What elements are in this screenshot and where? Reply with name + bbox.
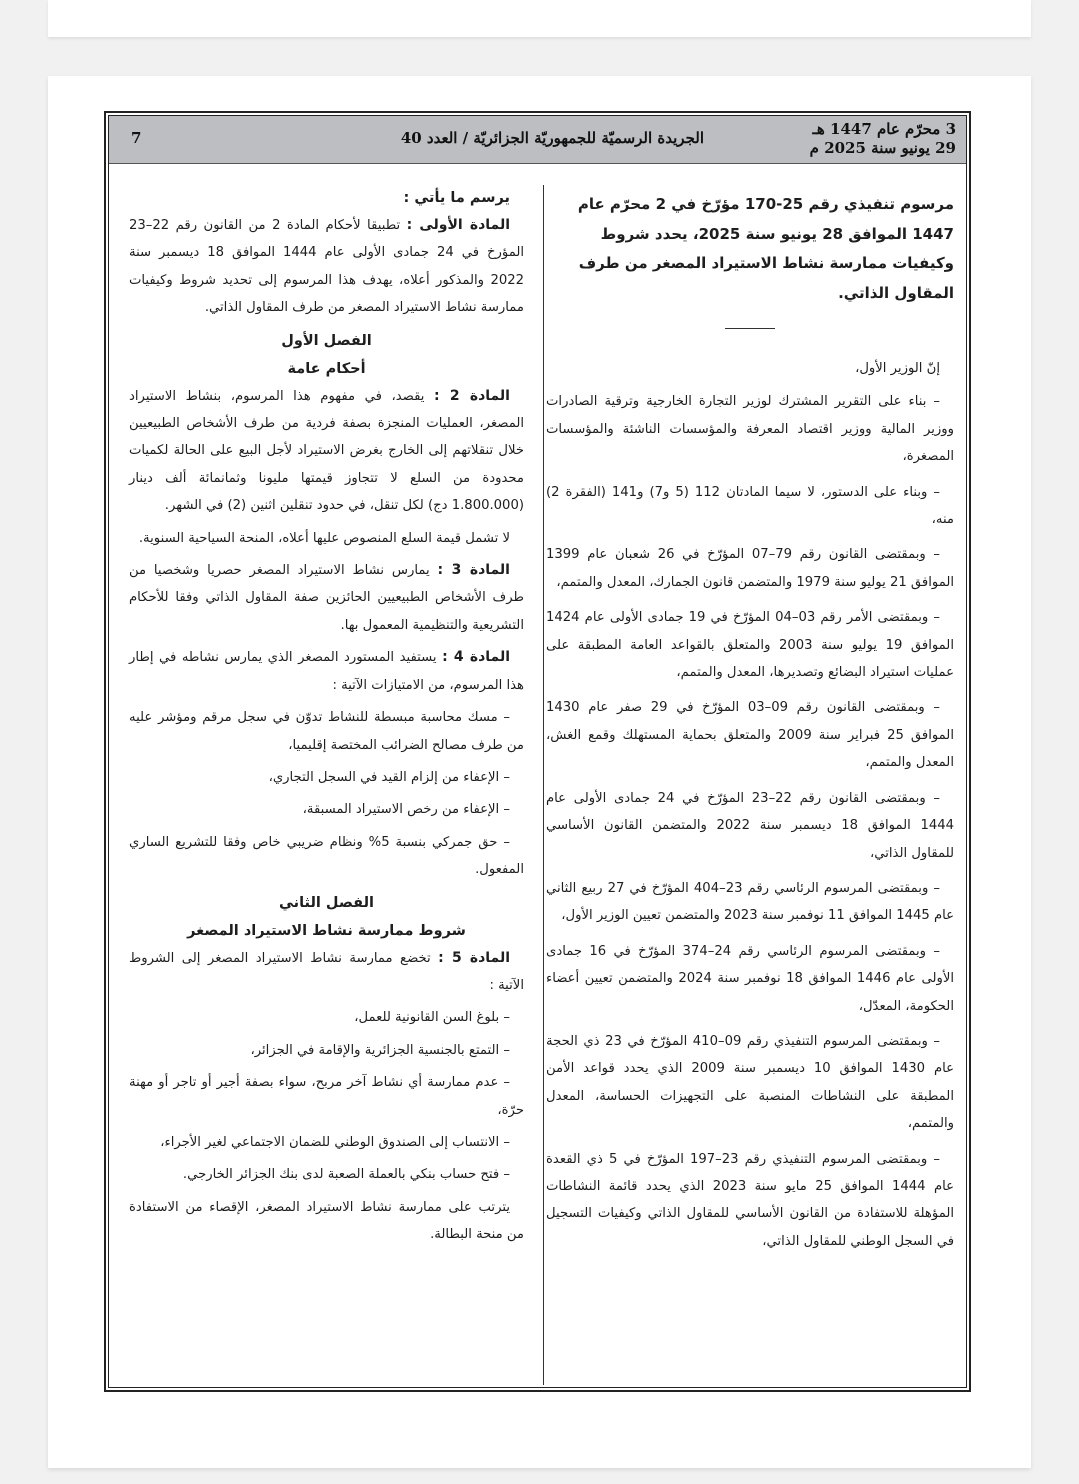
article-5-item: – الانتساب إلى الصندوق الوطني للضمان الاجتماعي لغير الأجراء، <box>160 1134 510 1150</box>
article-4-item: – حق جمركي بنسبة 5% ونظام ضريبي خاص وفقا للتشريع الساري المفعول. <box>129 834 524 878</box>
decrees-lead: يرسم ما يأتي : <box>403 190 510 206</box>
article-5-item: – بلوغ السن القانونية للعمل، <box>354 1010 510 1026</box>
article-3 <box>129 557 524 639</box>
article-5-closing: يترتب على ممارسة نشاط الاستيراد المصغر، الإقصاء من الاستفادة من منحة البطالة. <box>129 1199 524 1243</box>
article-5-item: – عدم ممارسة أي نشاط آخر مربح، سواء بصفة أجير أو تاجر أو مهنة حرّة، <box>129 1075 524 1118</box>
page-frame-inner <box>108 115 967 1388</box>
right-column <box>546 184 954 1263</box>
article-4-label: المادة 4 : <box>442 649 510 666</box>
recital: – وبمقتضى القانون رقم 22–23 المؤرّخ في 24 جمادى الأولى عام 1444 الموافق 18 ديسمبر سنة 2022 والمتضمن القانون الأساسي للمقاول الذاتي، <box>546 790 955 861</box>
article-4-item: – الإعفاء من رخص الاستيراد المسبقة، <box>302 802 510 818</box>
article-2 <box>129 383 524 520</box>
article-5-item: – فتح حساب بنكي بالعملة الصعبة لدى بنك الجزائر الخارجي. <box>182 1167 510 1183</box>
chapter-2-subtitle: شروط ممارسة نشاط الاستيراد المصغر <box>187 922 466 939</box>
article-3-text: يمارس نشاط الاستيراد المصغر حصريا وشخصيا من طرف الأشخاص الطبيعيين الحائزين صفة المقاول الذاتي وفقا للأحكام التشريعية والتنظيمية المعمول بها. <box>129 563 524 633</box>
left-column <box>129 184 524 1254</box>
article-4-text: يستفيد المستورد المصغر الذي يمارس نشاطه في إطار هذا المرسوم، من الامتيازات الآتية : <box>129 650 524 693</box>
article-5-item: – التمتع بالجنسية الجزائرية والإقامة في الجزائر، <box>250 1042 510 1058</box>
recital: – وبمقتضى المرسوم الرئاسي رقم 24–374 المؤرّخ في 16 جمادى الأولى عام 1446 الموافق 18 نوفمبر سنة 2024 والمتضمن تعيين أعضاء الحكومة، المعدّل، <box>546 943 955 1014</box>
recital: – وبمقتضى المرسوم الرئاسي رقم 23–404 المؤرّخ في 27 ربيع الثاني عام 1445 الموافق 11 نوفمبر سنة 2023 والمتضمن تعيين الوزير الأول، <box>546 880 954 924</box>
article-4-item: – مسك محاسبة مبسطة للنشاط تدوّن في سجل مرقم ومؤشر عليه من طرف مصالح الضرائب المختصة إقليميا، <box>129 710 524 753</box>
recital: – وبمقتضى المرسوم التنفيذي رقم 23–197 المؤرّخ في 5 ذي القعدة عام 1444 الموافق 25 مايو سنة 2023 الذي يحدد قائمة النشاطات المؤهلة للاستفادة من القانون الأساسي للمقاول الذاتي وكيفيات التسجيل في السجل الوطني للمقاول الذاتي، <box>546 1151 954 1249</box>
title-separator <box>725 328 775 329</box>
previous-page-edge <box>48 0 1031 37</box>
article-1-label: المادة الأولى : <box>406 217 511 233</box>
recital: – وبمقتضى القانون رقم 09–03 المؤرّخ في 29 صفر عام 1430 الموافق 25 فبراير سنة 2009 والمتعلق بحماية المستهلك وقمع الغش، المعدل والمتمم، <box>546 700 954 771</box>
article-5 <box>129 945 524 1000</box>
header-date <box>810 120 956 158</box>
article-5-text: تخضع ممارسة نشاط الاستيراد المصغر إلى الشروط الآتية : <box>129 950 524 993</box>
recital: – بناء على التقرير المشترك لوزير التجارة الخارجية وترقية الصادرات ووزير المالية ووزير اقتصاد المعرفة والمؤسسات الناشئة والمؤسسات المصغرة، <box>546 394 954 465</box>
column-divider <box>543 185 544 1385</box>
recital: – وبمقتضى الأمر رقم 03–04 المؤرّخ في 19 جمادى الأولى عام 1424 الموافق 19 يوليو سنة 2003 والمتعلق بالقواعد العامة المطبقة على عمليات استيراد البضائع وتصديرها، المعدل والمتمم، <box>546 610 954 681</box>
recital: – وبمقتضى المرسوم التنفيذي رقم 09–410 المؤرّخ في 23 ذي الحجة عام 1430 الموافق 10 ديسمبر سنة 2009 الذي يحدد قواعد الأمن المطبقة على النشاطات المنصبة على التجهيزات الحساسة، المعدل والمتمم، <box>546 1033 955 1132</box>
article-3-label: المادة 3 : <box>437 562 510 579</box>
header-title: الجريدة الرسميّة للجمهوريّة الجزائريّة / العدد 40 <box>400 129 704 147</box>
page-frame <box>104 111 971 1392</box>
header-hijri-date: 3 محرّم عام 1447 هـ <box>812 120 956 138</box>
decree-title: مرسوم تنفيذي رقم 25-170 مؤرّخ في 2 محرّم عام 1447 الموافق 28 يونيو سنة 2025، يحدد شروط وكيفيات ممارسة نشاط الاستيراد المصغر من طرف المقاول الذاتي. <box>577 195 954 302</box>
page-number: 7 <box>131 129 142 147</box>
gazette-header <box>109 116 966 164</box>
chapter-1-subtitle: أحكام عامة <box>287 360 366 377</box>
chapter-1-title: الفصل الأول <box>281 332 372 349</box>
article-2-label: المادة 2 : <box>434 387 510 404</box>
opening-line: إنّ الوزير الأول، <box>855 361 940 376</box>
article-1-text: تطبيقا لأحكام المادة 2 من القانون رقم 22–23 المؤرخ في 24 جمادى الأولى عام 1444 الموافق 18 ديسمبر سنة 2022 والمذكور أعلاه، يهدف هذا المرسوم إلى تحديد شروط وكيفيات ممارسة نشاط الاستيراد المصغر من طرف المقاول الذاتي. <box>129 218 525 316</box>
article-2-paragraph-2: لا تشمل قيمة السلع المنصوص عليها أعلاه، المنحة السياحية السنوية. <box>138 530 510 546</box>
article-4-item: – الإعفاء من إلزام القيد في السجل التجاري، <box>268 769 510 785</box>
recital: – وبناء على الدستور، لا سيما المادتان 112 (5 و7) و141 (الفقرة 2) منه، <box>546 484 954 528</box>
header-gregorian-date: 29 يونيو سنة 2025 م <box>809 139 956 157</box>
article-1 <box>129 212 524 322</box>
article-2-text: يقصد، في مفهوم هذا المرسوم، بنشاط الاستيراد المصغر، العمليات المنجزة بصفة فردية من طرف الأشخاص الطبيعيين خلال تنقلاتهم إلى الخارج بغرض الاستيراد لأجل البيع على الحالة لكميات محدودة من السلع لا تتجاوز قيمتها مليونا وثمانمائة ألف دينار (1.800.000 دج) لكل تنقل، في حدود تنقلين اثنين (2) في الشهر. <box>129 388 524 514</box>
chapter-2-title: الفصل الثاني <box>278 894 375 911</box>
recital: – وبمقتضى القانون رقم 79–07 المؤرّخ في 26 شعبان عام 1399 الموافق 21 يوليو سنة 1979 والمتضمن قانون الجمارك، المعدل والمتمم، <box>546 547 954 590</box>
article-5-label: المادة 5 : <box>438 949 510 966</box>
article-4 <box>129 644 524 699</box>
